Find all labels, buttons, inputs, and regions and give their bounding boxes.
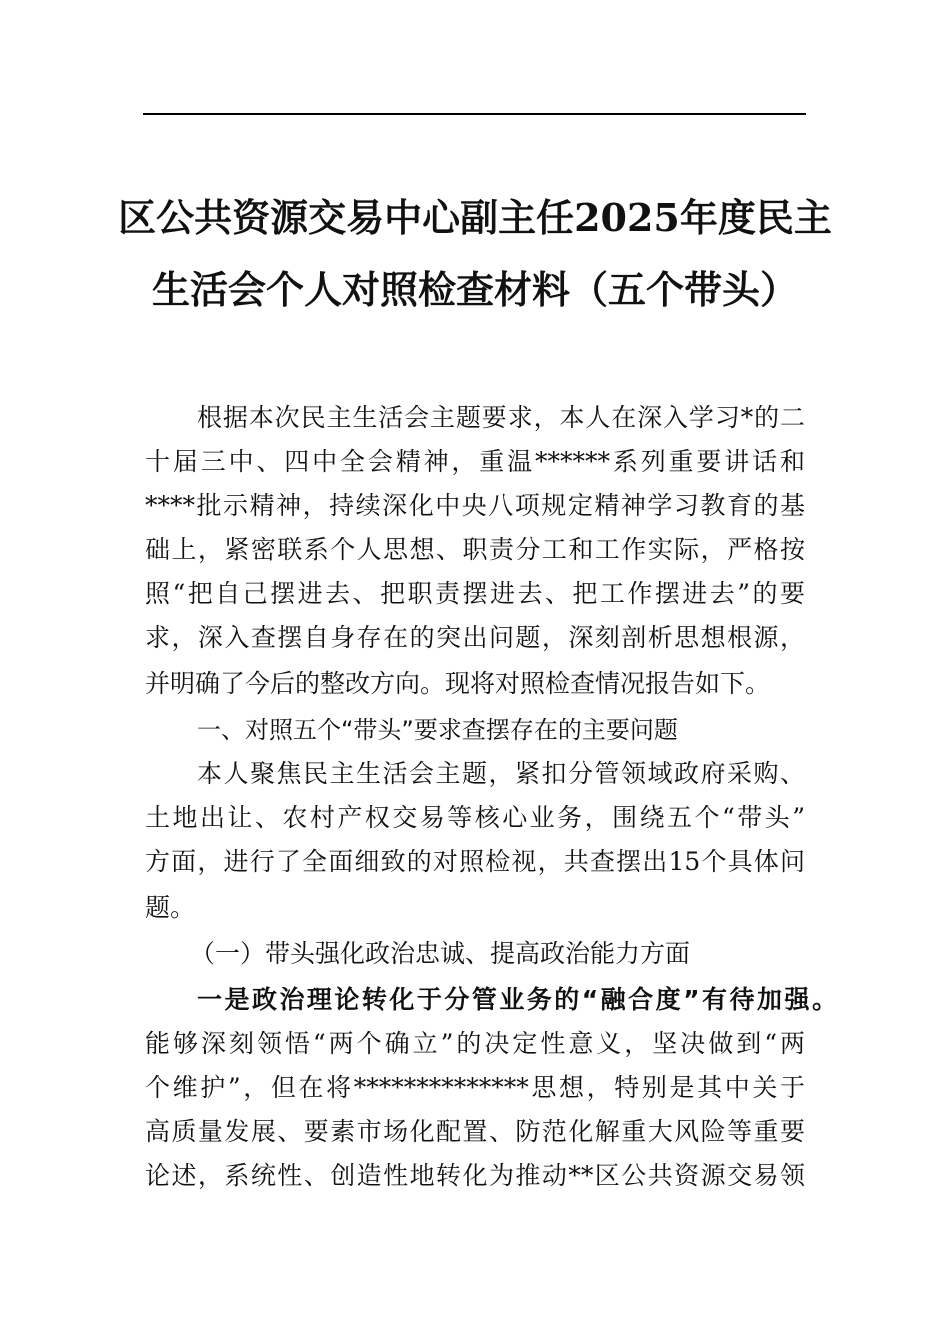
paragraph-line: 土地出让、农村产权交易等核心业务，围绕五个“带头”	[145, 803, 805, 832]
paragraph-line: 论述，系统性、创造性地转化为推动**区公共资源交易领	[145, 1161, 805, 1190]
paragraph-line: 方面，进行了全面细致的对照检视，共查摆出15个具体问	[145, 847, 805, 876]
paragraph-line: 根据本次民主生活会主题要求，本人在深入学习*的二	[197, 403, 805, 432]
document-title-line1: 区公共资源交易中心副主任2025年度民主	[118, 195, 832, 240]
section-heading: 一、对照五个“带头”要求查摆存在的主要问题	[197, 716, 678, 744]
document-title-line2: 生活会个人对照检查材料（五个带头）	[151, 267, 798, 312]
paragraph-line: 础上，紧密联系个人思想、职责分工和工作实际，严格按	[145, 535, 805, 564]
paragraph-line: 求，深入查摆自身存在的突出问题，深刻剖析思想根源，	[145, 623, 805, 652]
paragraph-line: 并明确了今后的整改方向。现将对照检查情况报告如下。	[145, 669, 771, 698]
paragraph-line: 本人聚焦民主生活会主题，紧扣分管领域政府采购、	[197, 759, 805, 788]
paragraph-line: 个维护”，但在将**************思想，特别是其中关于	[145, 1073, 805, 1102]
paragraph-line: 能够深刻领悟“两个确立”的决定性意义，坚决做到“两	[145, 1029, 805, 1058]
paragraph-line: 高质量发展、要素市场化配置、防范化解重大风险等重要	[145, 1117, 805, 1146]
paragraph-line: 十届三中、四中全会精神，重温******系列重要讲话和	[145, 447, 805, 476]
point-title: 一是政治理论转化于分管业务的“融合度”有待加强。	[197, 985, 837, 1014]
header-rule	[143, 113, 806, 115]
paragraph-line: ****批示精神，持续深化中央八项规定精神学习教育的基	[145, 491, 805, 520]
paragraph-line: 照“把自己摆进去、把职责摆进去、把工作摆进去”的要	[145, 579, 805, 608]
paragraph-line: 题。	[145, 893, 196, 922]
subsection-heading: （一）带头强化政治忠诚、提高政治能力方面	[190, 939, 691, 968]
